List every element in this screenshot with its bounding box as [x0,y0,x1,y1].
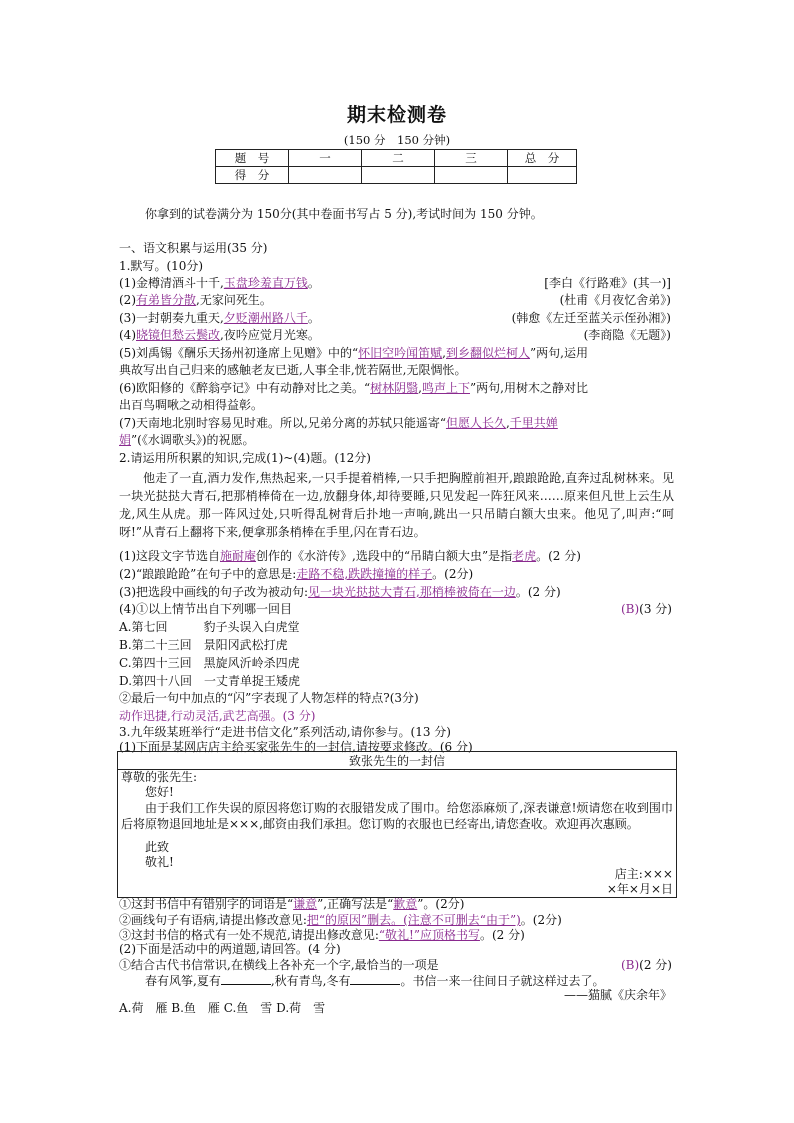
line-text: ”,正确写法是“ [317,897,394,911]
letter-box [117,751,677,898]
answer-text: 夕贬潮州路八千 [223,311,308,325]
intro-text: 你拿到的试卷满分为 150分(其中卷面书写占 5 分),考试时间为 150 分钟。 [145,207,543,221]
line-text: 。书信一来一往间日子就这样过去了。 [400,974,605,988]
question-line [119,292,272,309]
table-cell: 一 [289,150,362,167]
line-text: (5)刘禹锡《酬乐天扬州初逢席上见赠》中的“ [119,346,359,360]
line-text: , [505,416,510,430]
table-cell: 二 [362,150,435,167]
answer-text: 千里共婵 [509,416,558,430]
table-cell [362,167,435,184]
letter-closing: 此致 [145,840,170,854]
answer-text: 老虎 [512,549,537,563]
fill-blank[interactable] [350,973,400,985]
answer-choice [621,957,672,974]
options-line: A.荷 雁 B.鱼 雁 C.鱼 雪 D.荷 雪 [119,1001,326,1015]
answer-text: 有弟皆分散 [136,293,197,307]
line-text: (6)欧阳修的《醉翁亭记》中有动静对比之美。“ [119,381,371,395]
letter-body: 由于我们工作失误的原因将您订购的衣服错发成了围巾。给您添麻烦了,深表谦意!烦请您在收到围巾后将原物退回地址是×××,邮资由我们承担。您订购的衣服也已经寄出,请您查收。欢迎再次惠顾。 [121,801,674,831]
page-title: 期末检测卷 [346,104,447,126]
source-citation: (李商隐《无题》) [583,328,671,342]
answer-choice [621,601,672,618]
answer-text: 娟 [119,433,132,447]
line-text: 。(2 分) [479,928,525,942]
question-line [119,380,588,397]
line-text: ”。(2分) [417,897,465,911]
table-cell: 得 分 [216,167,289,184]
answer-text: 谦意 [293,897,318,911]
source-citation: (杜甫《月夜忆舍弟》) [559,293,671,307]
question-line: 出百鸟啁啾之动相得益彰。 [119,398,264,412]
line-text: 。(2 分) [536,549,581,563]
question-line [119,345,588,362]
source-citation: [李白《行路难》(其一)] [544,276,671,290]
line-text: ,夜吟应觉月光寒。 [220,328,320,342]
answer-text: (B) [620,602,640,616]
table-cell: 三 [435,150,508,167]
answer-text: (B) [620,958,640,972]
line-text: ”两句,运用 [530,346,588,360]
answer-text: 玉盘珍羞直万钱 [223,276,308,290]
table-cell: 题 号 [216,150,289,167]
table-row [216,167,577,184]
line-text: (3)一封朝奏九重天, [119,311,224,325]
line-text: (1)这段文字节选自 [119,549,220,563]
question-line: ②最后一句中加点的“闪”字表现了人物怎样的特点?(3分) [119,691,419,705]
question-line [119,566,473,583]
line-text: 。 [307,311,320,325]
line-text: 春有风筝,夏有 [145,974,221,988]
line-text: 创作的《水浒传》,选段中的“吊睛白额大虫”是指 [256,549,513,563]
source-citation: ——猫腻《庆余年》 [563,988,672,1002]
divider [118,769,676,770]
table-cell [289,167,362,184]
points-text: (2 分) [639,958,672,972]
points-text: (3 分) [639,602,672,616]
source-citation: (韩愈《左迁至蓝关示侄孙湘》) [511,311,671,325]
option-c: C.第四十三回 黑旋风沂岭杀四虎 [119,656,300,670]
line-text: , [442,346,446,360]
question-line [119,548,581,565]
letter-greeting: 尊敬的张先生: [121,770,198,784]
table-cell: 总 分 [508,150,577,167]
line-text: , [418,381,422,395]
question-line [119,327,320,344]
letter-date: ×年×月×日 [606,882,673,896]
question-line: (1)下面是某网店店主给买家张先生的一封信,请按要求修改。(6 分) [119,740,473,754]
letter-signature: 店主:××× [614,867,673,881]
line-text: ”(《水调歌头》)的祝愿。 [131,433,255,447]
answer-text: 把“的原因”删去。(注意不可删去“由于”) [306,913,521,927]
question-line [119,310,320,327]
answer-text: 到乡翻似烂柯人 [445,346,530,360]
line-text: (4) [119,328,136,342]
answer-text: 鸣声上下 [421,381,470,395]
answer-text: 怀旧空吟闻笛赋 [358,346,443,360]
question-line [119,275,320,292]
question-line [119,432,255,449]
letter-closing: 敬礼! [145,855,174,869]
option-b: B.第二十三回 景阳冈武松打虎 [119,638,288,652]
option-a: A.第七回 豹子头误入白虎堂 [119,620,300,634]
question-line: (2)下面是活动中的两道题,请回答。(4 分) [119,942,341,956]
question-line: (4)①以上情节出自下列哪一回目 [119,602,292,616]
question-line: ①结合古代书信常识,在横线上各补充一个字,最恰当的一项是 [119,958,439,972]
line-text: 。(2分) [432,567,474,581]
line-text: ,无家问死生。 [196,293,272,307]
question-line [119,584,561,601]
table-cell [435,167,508,184]
line-text: ②画线句子有语病,请提出修改意见: [119,913,307,927]
answer-text: 但愿人长久 [445,416,506,430]
answer-text: 施耐庵 [220,549,257,563]
line-text: (3)把选段中画线的句子改为被动句: [119,585,309,599]
table-row [216,150,577,167]
answer-text: 动作迅捷,行动灵活,武艺高强。(3 分) [119,709,316,723]
question-line [119,415,558,432]
page-subtitle: (150 分 150 分钟) [343,133,451,147]
line-text: ,秋有青鸟,冬有 [270,974,351,988]
option-d: D.第四十八回 一丈青单捉王矮虎 [119,674,301,688]
letter-hello: 您好! [145,785,174,799]
line-text: (2)“踉踉跄跄”在句子中的意思是: [119,567,297,581]
poem-line [145,973,604,990]
line-text: ③这封书信的格式有一处不规范,请提出修改意见: [119,928,379,942]
letter-title: 致张先生的一封信 [348,754,445,768]
line-text: 。(2分) [520,913,562,927]
line-text: ①这封书信中有错别字的词语是“ [119,897,294,911]
line-text: (1)金樽清酒斗十千, [119,276,224,290]
line-text: ”两句,用树木之静对比 [470,381,588,395]
table-cell [508,167,577,184]
answer-text: 走路不稳,跌跌撞撞的样子 [296,567,433,581]
line-text: (2) [119,293,136,307]
question-stem: 3.九年级某班举行“走进书信文化”系列活动,请你参与。(13 分) [119,725,451,739]
line-text: (7)天南地北别时容易见时难。所以,兄弟分离的苏轼只能遥寄“ [119,416,446,430]
line-text: 。 [307,276,320,290]
answer-text: 晓镜但愁云鬓改 [136,328,221,342]
fill-blank[interactable] [221,973,271,985]
question-stem: 1.默写。(10分) [119,259,204,273]
answer-text: 歉意 [393,897,418,911]
answer-text: 树林阴翳 [370,381,419,395]
reading-passage: 他走了一直,酒力发作,焦热起来,一只手提着梢棒,一只手把胸膛前袒开,踉踉跄跄,直奔过乱树林来。见一块光挞挞大青石,把那梢棒倚在一边,放翻身体,却待要睡,只见发起一阵狂风来……原来但凡世上云生从龙,风生从虎。那一阵风过处,只听得乱树背后扑地一声响,跳出一只吊睛白额大虫来。他见了,叫声:“呵呀!”从青石上翻将下来,便拿那条梢棒在手里,闪在青石边。 [119,471,674,539]
question-line: 典故写出自己归来的感触老友已逝,人事全非,恍若隔世,无限惆怅。 [119,363,467,377]
line-text: 。(2 分) [515,585,561,599]
answer-text: 见一块光挞挞大青石,那梢棒被倚在一边 [308,585,516,599]
answer-text: “敬礼!”应顶格书写 [378,928,480,942]
section-heading: 一、语文积累与运用(35 分) [119,241,268,255]
score-table [215,149,577,184]
question-line [119,896,464,913]
question-stem: 2.请运用所积累的知识,完成(1)~(4)题。(12分) [119,451,371,465]
